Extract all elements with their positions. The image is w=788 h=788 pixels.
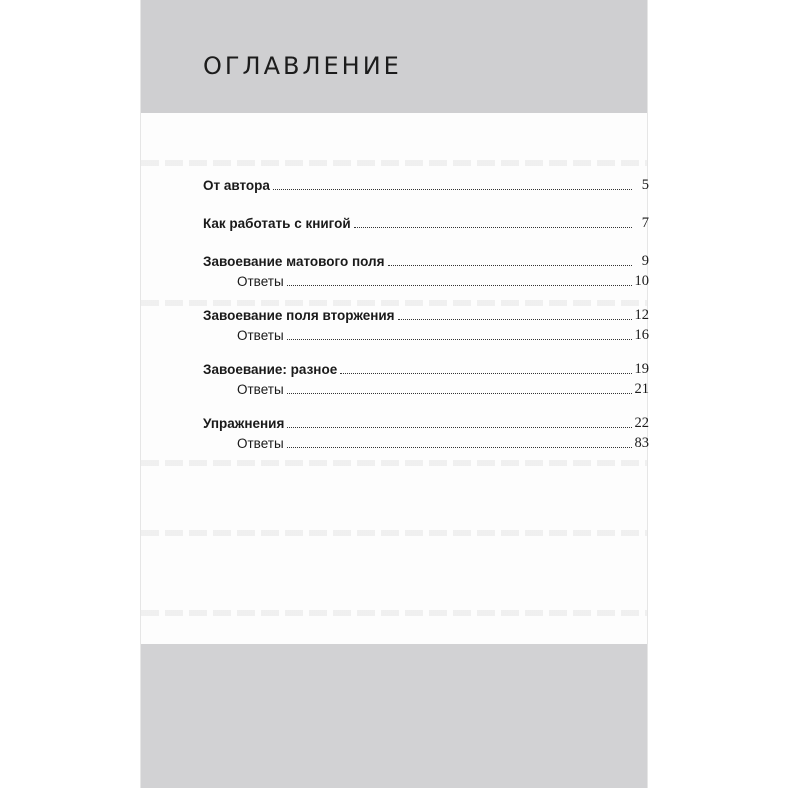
toc-entry-title: Ответы [237,273,284,289]
dot-leader [287,446,632,448]
dot-leader [273,188,632,190]
bleed-through-text [141,460,647,466]
toc-subentry [203,322,649,342]
toc-entry-title: Ответы [237,327,284,343]
toc-entry-page: 10 [634,272,649,289]
footer-band [141,644,647,788]
toc-entry-page: 16 [634,326,649,343]
toc-subentry [203,376,649,396]
toc-entry [203,210,649,230]
dot-leader [388,264,632,266]
toc-entry-title: Упражнения [203,415,285,431]
bleed-through-text [141,530,647,536]
toc-entry-page: 5 [641,176,649,193]
toc-subentry [203,430,649,450]
toc-entry [203,302,649,322]
toc-entry-title: Завоевание матового поля [203,253,385,269]
bleed-through-text [141,610,647,616]
page-title: ОГЛАВЛЕНИЕ [203,52,402,80]
toc-entry [203,172,649,192]
bleed-through-text [141,160,647,166]
dot-leader [287,426,631,428]
toc-entry-title: От автора [203,177,270,193]
toc-subentry [203,268,649,288]
table-of-contents [203,172,649,450]
toc-entry-page: 83 [634,434,649,451]
dot-leader [398,318,632,320]
dot-leader [340,372,631,374]
dot-leader [287,338,632,340]
toc-entry-page: 12 [634,306,649,323]
book-page [141,0,647,788]
toc-entry-page: 22 [634,414,649,431]
toc-entry-page: 9 [641,252,649,269]
dot-leader [354,226,632,228]
toc-entry-page: 7 [641,214,649,231]
toc-entry-page: 19 [634,360,649,377]
toc-entry [203,356,649,376]
toc-entry [203,410,649,430]
toc-entry-title: Ответы [237,435,284,451]
toc-entry-title: Ответы [237,381,284,397]
toc-entry [203,248,649,268]
toc-entry-page: 21 [634,380,649,397]
toc-entry-title: Завоевание: разное [203,361,338,377]
toc-entry-title: Как работать с книгой [203,215,351,231]
dot-leader [287,284,632,286]
toc-entry-title: Завоевание поля вторжения [203,307,395,323]
dot-leader [287,392,632,394]
